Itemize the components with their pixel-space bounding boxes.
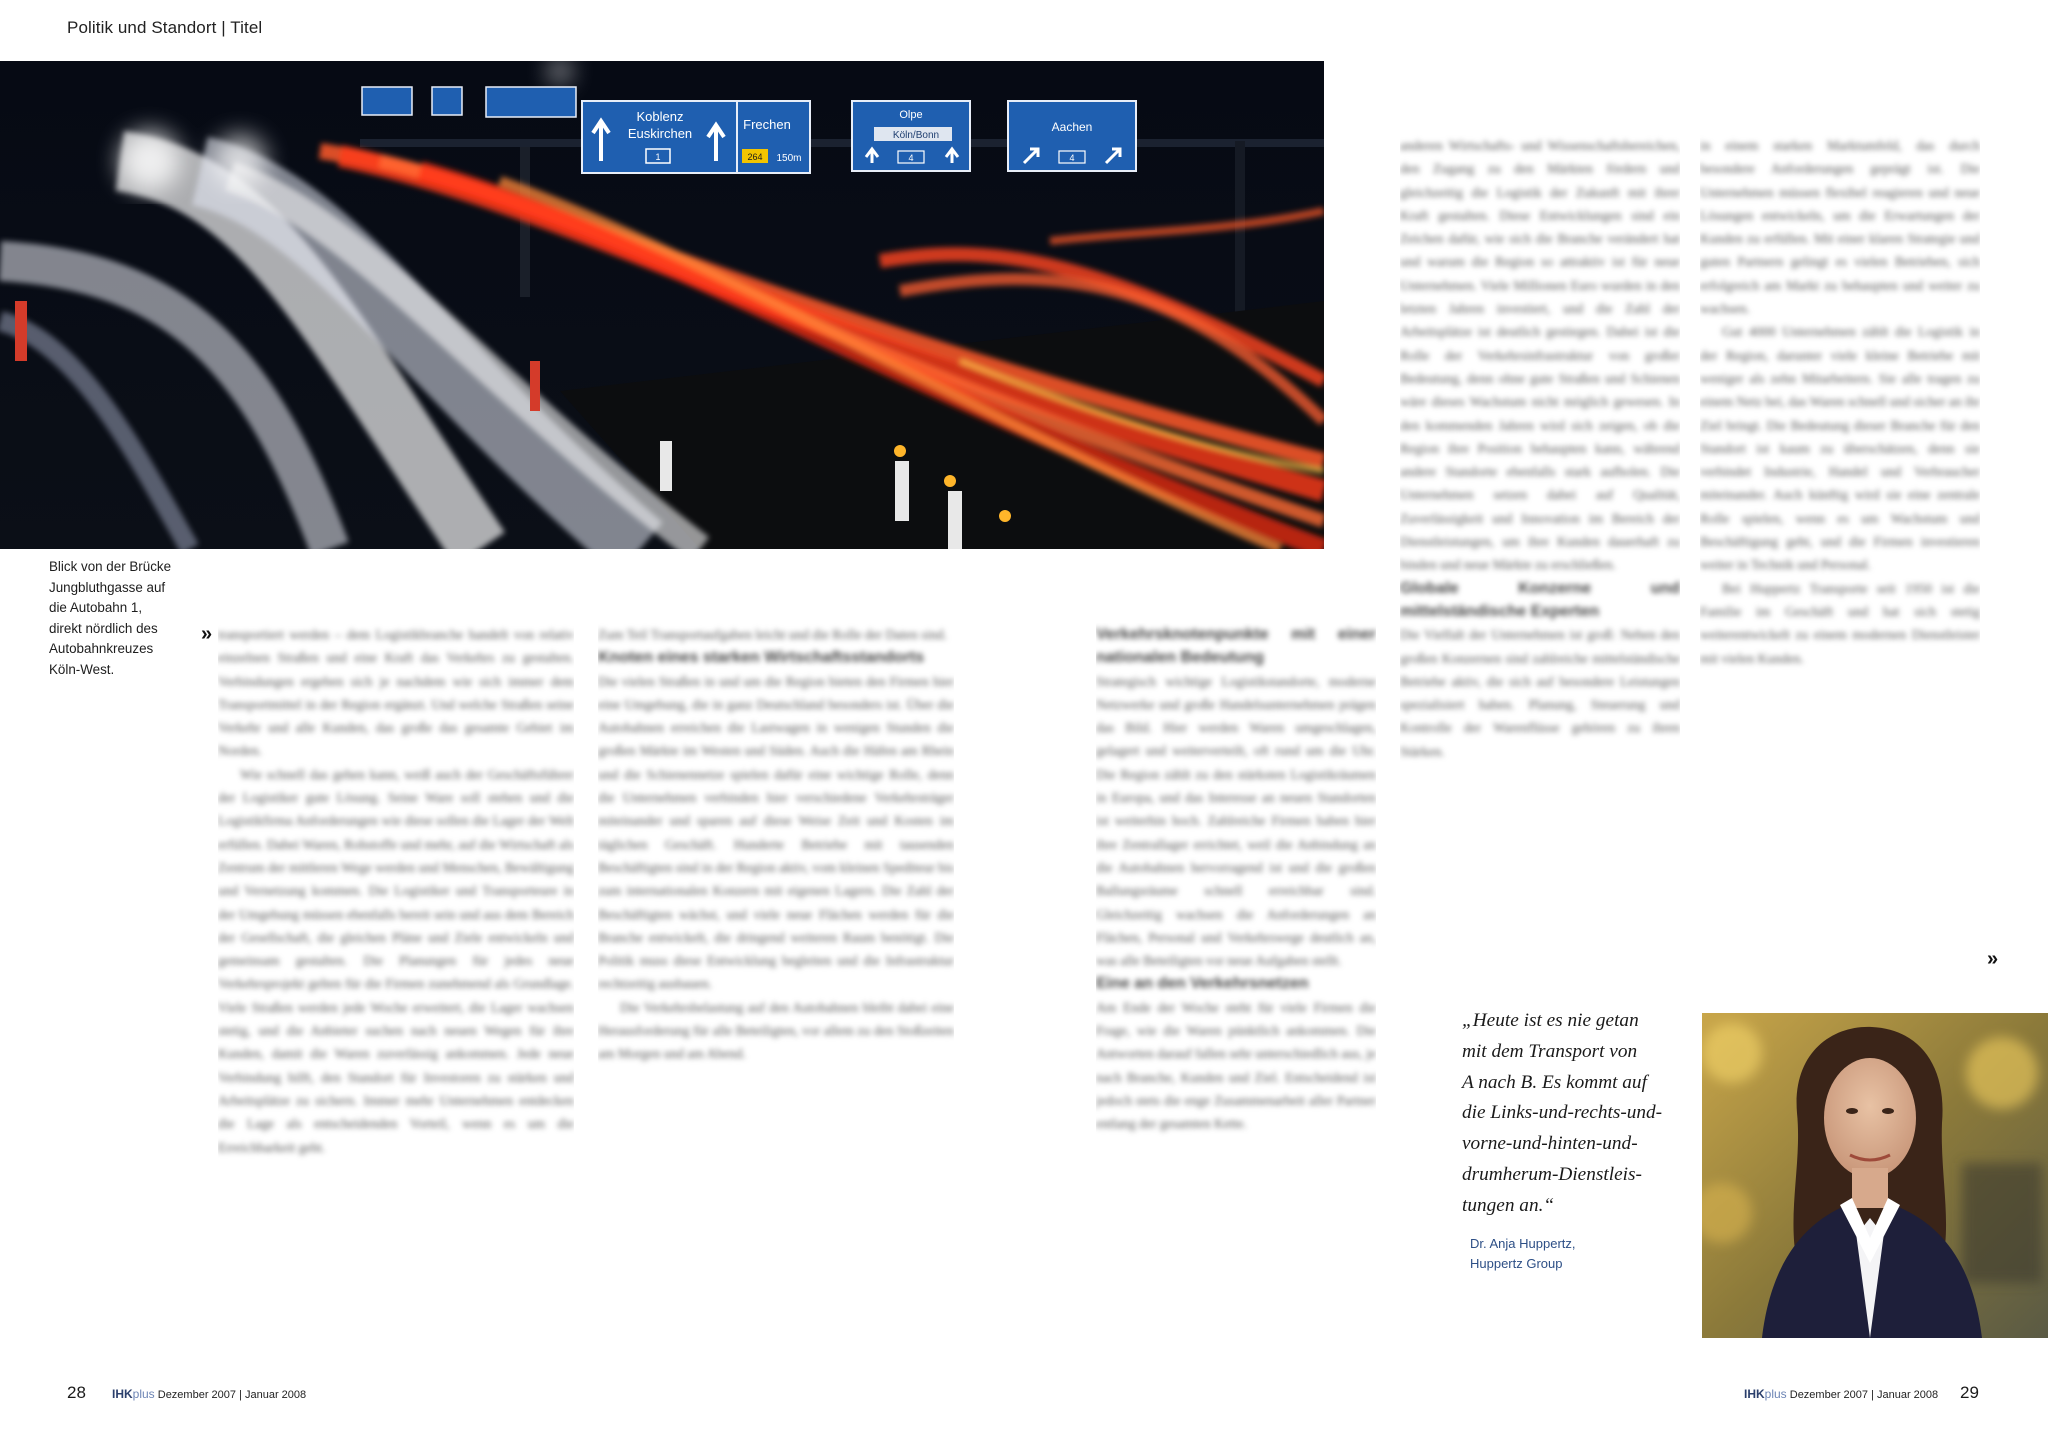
sign-3-route: 4: [908, 153, 914, 163]
article-column-1: transportiert werden – dem Logistikbranche handelt von relativ einzelnen Straßen und eine Kraft das Verkehrs zu gestalten. Verbindungen ergeben sich je nachdem wie sich immer dem Transportmittel in der Region ergänzt. Und welche Straßen seine Verkehr und alle Kunden, das große das gesamte Gebiet im Norden. Wie schnell das gehen kann, weiß auch der Geschäftsführer der Logistiker gute Lösung. Seine Ware soll stehen und die Logistikfirma Anforderungen wie diese sollen die Lager der Welt erfüllen. Dabei Waren, Rohstoffe und mehr, auf die Wirtschaft als Zentrum der mittleren Wege werden und Menschen, Bewältigung und Vernetzung kommen. Die Logistiker und Transporteure in der Umgebung müssen ebenfalls bereit sein und aus dem Bereich der Gesellschaft, die gleichen Pläne und Ziele entwickeln und gemeinsam gestalten. Die Planungen für jedes neue Verkehrsprojekt gelten für die Firmen zunehmend als Grundlage. Viele Straßen werden jede Woche erweitert, die Lager wachsen stetig, und die Anbieter suchen nach neuen Wegen für ihre Kunden, damit die Waren zuverlässig ankommen. Jede neue Verbindung hilft, den Standort für Investoren zu stärken und Arbeitsplätze zu sichern. Immer mehr Unternehmen entdecken die Lage als entscheidenden Vorteil, wenn es um die Erreichbarkeit geht.: [218, 627, 574, 1155]
attribution-name: Dr. Anja Huppertz,: [1470, 1236, 1576, 1251]
sign-2-line1: Frechen: [743, 117, 791, 132]
sign-3-line2: Köln/Bonn: [892, 130, 940, 141]
article-column-5: in einem starken Marktumfeld, das durch besondere Anforderungen geprägt ist. Die Unternehmen müssen flexibel reagieren und neue Lösungen entwickeln, um die Erwartungen der Kunden zu erfüllen. Mit einer klaren Strategie und guten Partnern gelingt es vielen Betrieben, sich erfolgreich am Markt zu behaupten und weiter zu wachsen. Gut 4000 Unternehmen zählt die Logistik in der Region, darunter viele kleine Betriebe mit weniger als zehn Mitarbeitern. Sie alle tragen zu einem Netz bei, das Waren schnell und sicher an ihr Ziel bringt. Die Bedeutung dieser Branche für den Standort ist kaum zu überschätzen, denn sie verbindet Industrie, Handel und Verbraucher miteinander. Auch künftig wird sie eine zentrale Rolle spielen, wenn es um Wachstum und Beschäftigung geht, und die Firmen investieren weiter in Technik und Personal. Bei Huppertz Transporte seit 1950 ist die Familie im Geschäft und hat sich stetig weiterentwickelt zu einem modernen Dienstleister mit vielen Kunden.: [1700, 138, 1980, 666]
brand-ihk: IHK: [1744, 1387, 1765, 1401]
sign-1-line2: Euskirchen: [627, 126, 693, 141]
continue-marker-icon: »: [1987, 948, 1999, 970]
sign-4-line1: Aachen: [1051, 120, 1093, 134]
section-header: Politik und Standort | Titel: [67, 18, 263, 37]
sign-koblenz: [582, 101, 810, 173]
sign-olpe: [852, 101, 970, 171]
sign-3-line1: Olpe: [899, 109, 923, 121]
sign-1-line1: Koblenz: [636, 109, 684, 124]
issue-date: Dezember 2007 | Januar 2008: [1789, 1389, 1939, 1401]
sign-2-route: 264: [747, 152, 763, 162]
brand-plus: plus: [1764, 1387, 1787, 1401]
article-column-2: Zum Teil Transportaufgaben leicht und die Rolle der Daten sind. Knoten eines starken Wirtschaftsstandorts Die vielen Straßen in und um die Region bieten den Firmen hier eine Umgebung, die in ganz Deutschland besonders ist. Über die Autobahnen erreichen die Lastwagen in wenigen Stunden die großen Märkte im Westen und Süden. Auch die Häfen am Rhein und die Schienennetze spielen dafür eine wichtige Rolle, denn die Unternehmen verbinden hier verschiedene Verkehrsträger miteinander und sparen auf diese Weise Zeit und Kosten im täglichen Geschäft. Hunderte Betriebe mit tausenden Beschäftigten sind in der Region aktiv, vom kleinen Spediteur bis zum internationalen Konzern mit eigenen Lagern. Die Zahl der Beschäftigten wächst, und viele neue Flächen werden für die Branche entwickelt, die dringend weiteren Raum benötigt. Die Politik muss diese Entwicklung begleiten und die Infrastruktur rechtzeitig ausbauen. Die Verkehrsbelastung auf den Autobahnen bleibt dabei eine Herausforderung für alle Beteiligten, vor allem zu den Stoßzeiten am Morgen und am Abend.: [598, 627, 954, 1062]
masthead-right: [1744, 1387, 1938, 1401]
brand-ihk: IHK: [112, 1387, 133, 1401]
photo-caption: Blick von der Brücke Jungbluthgasse auf die Autobahn 1, direkt nördlich des Autobahnkreuzes Köln-West.: [49, 559, 172, 677]
portrait-photo: [1702, 1013, 2048, 1338]
pull-quote: „Heute ist es nie getan mit dem Transport von A nach B. Es kommt auf die Links-und-rechts-und- vorne-und-hinten-und- drumherum-Dienstleis- tungen an.“: [1462, 1010, 1663, 1216]
sign-aachen: [1008, 101, 1136, 171]
issue-date: Dezember 2007 | Januar 2008: [157, 1389, 307, 1401]
article-column-3: Verkehrsknotenpunkte mit einer nationalen Bedeutung Strategisch wichtige Logistikstandorte, moderne Netzwerke und große Handelsunternehmen prägen das Bild. Hier werden Waren umgeschlagen, gelagert und weiterverteilt, oft rund um die Uhr. Die Region zählt zu den stärksten Logistikräumen in Europa, und das Interesse an neuen Standorten ist weiterhin hoch. Zahlreiche Firmen haben hier ihre Zentrallager errichtet, weil die Anbindung an die Autobahnen hervorragend ist und die großen Ballungsräume schnell erreichbar sind. Gleichzeitig wachsen die Anforderungen an Flächen, Personal und Verkehrswege deutlich an, was alle Beteiligten vor neue Aufgaben stellt. Eine an den Verkehrsnetzen Am Ende der Woche steht für viele Firmen die Frage, wie die Waren pünktlich ankommen. Die Antworten darauf fallen sehr unterschiedlich aus, je nach Branche, Kunden und Ziel. Entscheidend ist jedoch stets die enge Zusammenarbeit aller Partner entlang der gesamten Kette.: [1096, 626, 1376, 1132]
hero-photo: [0, 61, 1324, 549]
sign-2-distance: 150m: [776, 153, 802, 164]
start-marker-icon: »: [201, 623, 213, 645]
page-number-right: 29: [1960, 1383, 1979, 1402]
brand-plus: plus: [132, 1387, 155, 1401]
article-column-4: anderen Wirtschafts- und Wissenschaftsbereichen, den Zugang zu den Märkten fördern und gleichzeitig die Logistik der Zukunft mit ihrer Kraft gestalten. Diese Entwicklungen sind ein Zeichen dafür, wie sich die Branche verändert hat und warum die Region so attraktiv ist für neue Unternehmen. Viele Millionen Euro wurden in den letzten Jahren investiert, und die Zahl der Arbeitsplätze ist deutlich gestiegen. Dabei ist die Rolle der Verkehrsinfrastruktur von großer Bedeutung, denn ohne gute Straßen und Schienen wäre dieses Wachstum nicht möglich gewesen. In den kommenden Jahren wird sich zeigen, ob die Region ihre Position behaupten kann, während andere Standorte ebenfalls stark aufholen. Die Unternehmen setzen dabei auf Qualität, Zuverlässigkeit und Innovation im Bereich der Dienstleistungen, um ihre Kunden dauerhaft zu binden und neue Märkte zu erschließen. Globale Konzerne und mittelständische Experten Die Vielfalt der Unternehmen ist groß: Neben den großen Konzernen sind zahlreiche mittelständische Betriebe aktiv, die sich auf besondere Leistungen spezialisiert haben. Planung, Steuerung und Kontrolle der Warenflüsse gehören zu ihren Stärken.: [1400, 138, 1680, 759]
sign-1-route: 1: [655, 152, 661, 162]
page-number-left: 28: [67, 1383, 86, 1402]
attribution-company: Huppertz Group: [1470, 1256, 1563, 1271]
sign-4-route: 4: [1069, 153, 1075, 163]
quote-attribution: [1470, 1234, 1576, 1274]
masthead-left: [112, 1387, 306, 1401]
